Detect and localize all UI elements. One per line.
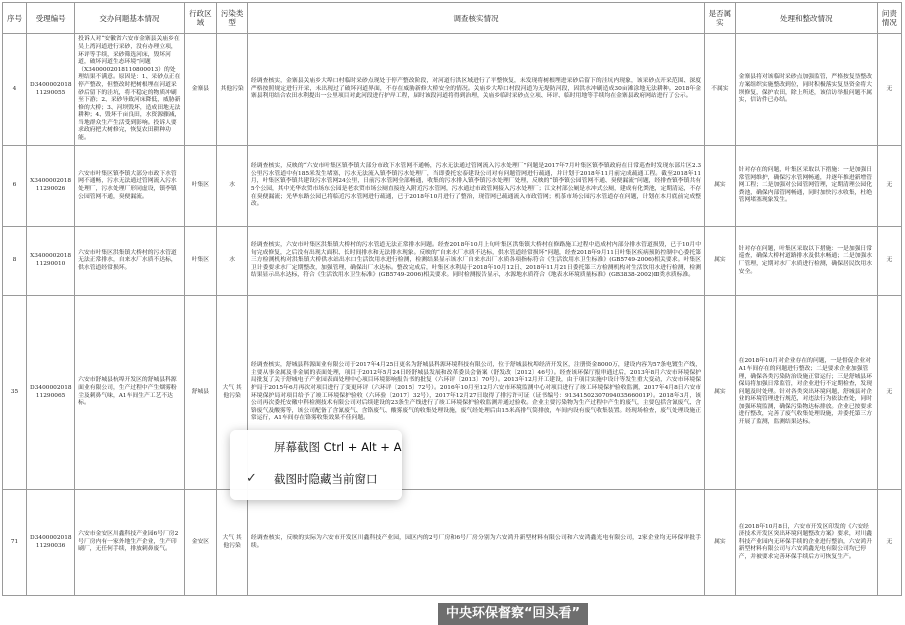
verified-status: 不属实	[705, 34, 736, 146]
acceptance-id: X3400002018 11290026	[27, 146, 75, 227]
accountability: 无	[877, 296, 901, 490]
survey-result: 经调查核实，金寨县关庙乡大埠口村临时采砂点现处于停产整改阶段，对河道行洪区域进行了平整恢复，未发现将树根埋进采砂后留下的洼坑内现象，该采砂点开采范围、深度严格按照规定进行开采，未出现过了破坏河道界面，不存在威胁新修大桥安全的情况。关庙乡大埠口村段河道为无堤防河段，因洪水冲刷造成30亩滩涂地无法耕种。2018年金寨县利用结合农田水利提出一公里项目对此河段进行护岸工程，届时该段河道将得到治理，关庙乡临时采砂点立项、环评、临时用地等手续均在金寨县政府网站进行了公示。	[247, 34, 704, 146]
row-number: 6	[3, 146, 27, 227]
menu-item-screenshot[interactable]	[230, 434, 402, 460]
header-cell: 调查核实情况	[247, 3, 704, 34]
acceptance-id: X3400002018 11290010	[27, 227, 75, 296]
menu-item-screenshot-label: 屏幕截图 Ctrl + Alt + A	[274, 440, 402, 454]
pollution-type: 大气 其他污染	[217, 490, 248, 596]
handling-result: 针对存在的问题，叶集区采取以下措施：一是加强日常管网维护，确保污水管网畅通，并逐年推进新增管网工程；二是加强对公园管网管理，定期清理公园化粪池，确保内部管网畅通，同时加快污水收集，杜绝管网堵塞现象发生。	[735, 146, 877, 227]
handling-result: 在2018年10月对企业存在的问题，一是督促企业对A1车间存在的问题进行整改；二是要求企业加强管理，确保各类污染防治设施正常运行；三是舒城县环保局将加强日常监管，对企业进行不定期检查，发现问题及时处理。针对各类突出环境问题，舒城县对企业的环境管理进行规范，对违法行为依法查处，同时加强环境监测，确保污染物达标排放。企业已按要求进行整改，完善了废气收集处理设施，并委托第三方开展了监测，监测结果达标。	[735, 296, 877, 490]
handling-result: 在2018年10月8日，六安市开发区印发的《六安经济技术开发区突出环境问题整改方案》要求，对川鑫科技产业园内无环保手续的企业进行整治，六安鸿升新型材料有限公司与六安鸿鑫光电有限公司均已停产，并被要求完善环保手续后方可恢复生产。	[735, 490, 877, 596]
row-number: 8	[3, 227, 27, 296]
verified-status: 属实	[705, 490, 736, 596]
video-caption: 中央环保督察“回头看”	[438, 603, 588, 625]
pollution-type: 大气 其他污染	[217, 296, 248, 490]
header-cell: 序号	[3, 3, 27, 34]
header-cell: 污染类型	[217, 3, 248, 34]
header-cell: 问责情况	[877, 3, 901, 34]
region: 金寨县	[184, 34, 217, 146]
header-cell: 行政区域	[184, 3, 217, 34]
region: 金安区	[184, 490, 217, 596]
table-header	[3, 3, 902, 34]
survey-result: 经调查核实，反映的实际为六安市开发区川鑫科技产业园，园区内的2号厂房和6号厂房分别为六安鸿升新型材料有限公司和六安鸿鑫光电有限公司，2家企业均无环保审批手续。	[247, 490, 704, 596]
pollution-type: 其他污染	[217, 34, 248, 146]
pollution-type: 水	[217, 227, 248, 296]
table-row	[3, 146, 902, 227]
accountability: 无	[877, 227, 901, 296]
complaint-table	[2, 2, 902, 596]
region: 叶集区	[184, 227, 217, 296]
issue-description: 六安市金安区川鑫科技产业园6号厂房2号厂房内有一家外地生产企业，生产印刷厂，无任何手续，排放刺鼻废气。	[75, 490, 184, 596]
region: 舒城县	[184, 296, 217, 490]
check-icon: ✓	[246, 471, 257, 486]
menu-item-hide-window-label: 截图时隐藏当前窗口	[274, 472, 378, 486]
table-row	[3, 296, 902, 490]
row-number: 4	[3, 34, 27, 146]
table-row	[3, 227, 902, 296]
survey-result: 经调查核实，反映的“六安市叶集区镇李镇大部分市政下水管网不通畅，污水无法通过管网流入污水处理厂”问题是2017年7月叶集区镇李镇政府在日常巡查时发现东部片区2.3公里污水管道中有185米发生堵塞，污水无法流入镇李镇污水处理厂，当即委托宏泰建设公司对有问题管网进行疏通，并计划于2018年11月前完成疏通工程。截至2018年11月，叶集区镇李镇共建设污水管网24公里，日前污水管网全部畅通，收集的污水排入镇李镇污水处理厂处理，反映的“镇李镇公园管网不通、臭便漏流”问题，经排查镇李镇共有5个公园，其中光华农贸市场东公园是老农贸市场公厕直接连入附近污水管网，污水通过市政管网接入污水处理厂；江文村部公厕是水冲式公厕，建成有化粪池，定期清运，不存在臭便漏流；光华东路公园已将临近污水管网进行疏通，已于2018年10月进行了整治，现管网已疏通流入市政管网；机茶市场公园污水管道存在问题，计划在本月底前完成整改。	[247, 146, 704, 227]
row-number: 71	[3, 490, 27, 596]
verified-status: 属实	[705, 296, 736, 490]
issue-description: 投诉人对“安徽省六安市金寨县关庙乡在吴上湾河道进行采砂，没有办理立项，环评等手续，采砂筛选河床，毁坏河道，破坏河道生态环境”问题（X3400002018110800013）的处理结果不满意。原因是：1、采砂点正在停产整改，但整改时把树根埋在河道采砂后留下的洼坑，将不稳定的物质冲刷至下游；2、采砂导致河床降低，威胁新修的大桥；3、河坝毁坏，造成田地无法耕种；4、毁坏千亩良田，水资源骤减，当地群众生产生活受到影响。投诉人要求政府把大树修完，恢复农田耕种功能。	[75, 34, 184, 146]
header-cell: 是否属实	[705, 3, 736, 34]
row-number: 35	[3, 296, 27, 490]
issue-description: 六安市舒城县杭埠开发区的舒城县科源面业有限公司，生产过程中产生烟雾粉尘及刺鼻气味，A1车间生产工艺不达标。	[75, 296, 184, 490]
survey-result: 经调查核实，舒城县科源面业有限公司于2017年4月25日更名为舒城县科源环境科技有限公司，位于舒城县杭埠经济开发区，注册资金8000万，建设内容为57条电镀生产线，主要从事金属及非金属的表面处理，项目于2012年5月24日经舒城县发展和改革委员会备案（舒发改〔2012〕46号）。经查该环保厅报审通过后，2013年8月六安市环境保护局批复了关于舒城电子产业园表面处理中心项目环境影响报告书的批复（六环评〔2013〕70号）。2013年12月开工建设，由于项目实施中设计等发生重大变动，六安市环境保护局于2015年6月再次对项目进行了变更环评（六环评〔2015〕72号）。2016年10月至12月六安市环境监测中心对项目进行了竣工环境保护验收监测，2017年4月8日六安市环境保护局对项目给予了竣工环境保护验收（六环验〔2017〕32号），2017年12月27日取得了排污许可证（证书编号：9134150230709403566001P）。2018年3月，该公司再次委托安徽中科检测技术有限公司对后续建设的23条生产线进行了竣工环境保护验收监测并通过验收。企业主要污染物为生产过程中产生的废气，主要包括含氰废气、含铬废气及酸雾等，该公司配备了含氰废气、含铬废气、酸雾废气的收集处理设施，废气经处理后由15米高排气筒排放，车间内设有废气收集装置。经现场检查，废气处理设施正常运行，A1车间存在铬雾收集效果不佳问题。	[247, 296, 704, 490]
header-cell: 处理和整改情况	[735, 3, 877, 34]
region: 叶集区	[184, 146, 217, 227]
context-menu	[230, 430, 402, 500]
survey-result: 经调查核实，六安市叶集区洪集镇大桥村的污水管道无法正常排水问题。经查2018年10月上旬叶集区洪集镇大桥村在修路施工过程中造成村内部分排水管道损毁，已于10月中旬完成修复，之后没有出现大面积、长时间排水和无法排水现象。反映的“自来水厂水质不达标，供水管道经常损坏”问题，经查2018年9月11日叶集区疾病预防控制中心委托第三方检测机构对洪集镇大桥供水站出水口生活饮用水进行检测，检测结果显示该水厂自来水出厂水质各项指标符合《生活饮用水卫生标准》(GB5749-2006)相关要求。叶集区卫计委要求水厂定期整改，加强管理，确保出厂水达标。整改完成后，叶集区水利局于2018年10月12日、2018年11月21日委托第三方检测机构对生活饮用水进行检测，检测结果显示出水达标，符合《生活饮用水卫生标准》(GB5749-2006)相关要求。同时检测报告显示，水源地水质符合《地表水环境质量标准》(GB3838-2002)Ⅲ类水质标准。	[247, 227, 704, 296]
header-cell: 交办问题基本情况	[75, 3, 184, 34]
acceptance-id: D3400002018 11290055	[27, 34, 75, 146]
accountability: 无	[877, 34, 901, 146]
pollution-type: 水	[217, 146, 248, 227]
handling-result: 金寨县将对该临时采砂点加强监管，严格按复垦整改方案组织实施整改到位，同时积极落实复垦资金将大坝修复，保护农田，除上所述，该信访举报问题不属实，信访件已办结。	[735, 34, 877, 146]
acceptance-id: D3400002018 11290036	[27, 490, 75, 596]
issue-description: 六安市叶集区洪集镇大桥村的污水管道无法正常排水，自来水厂水质不达标，供水管道经常损坏。	[75, 227, 184, 296]
verified-status: 属实	[705, 227, 736, 296]
handling-result: 针对存在问题，叶集区采取以下措施：一是加强日常巡查，确保大桥村道路排水及供水畅通；二是加强水厂管理，定期对水厂水质进行检测，确保居民饮用水安全。	[735, 227, 877, 296]
verified-status: 属实	[705, 146, 736, 227]
accountability: 无	[877, 146, 901, 227]
table-row	[3, 34, 902, 146]
acceptance-id: D3400002018 11290065	[27, 296, 75, 490]
table-row	[3, 490, 902, 596]
issue-description: 六安市叶集区镇李镇大部分市政下水管网不通畅，污水无法通过管网流入污水处理厂，污水处理厂形同虚设，镇李镇公园管网不通，臭便漏流。	[75, 146, 184, 227]
accountability: 无	[877, 490, 901, 596]
menu-item-hide-window[interactable]	[230, 466, 402, 492]
header-cell: 受理编号	[27, 3, 75, 34]
